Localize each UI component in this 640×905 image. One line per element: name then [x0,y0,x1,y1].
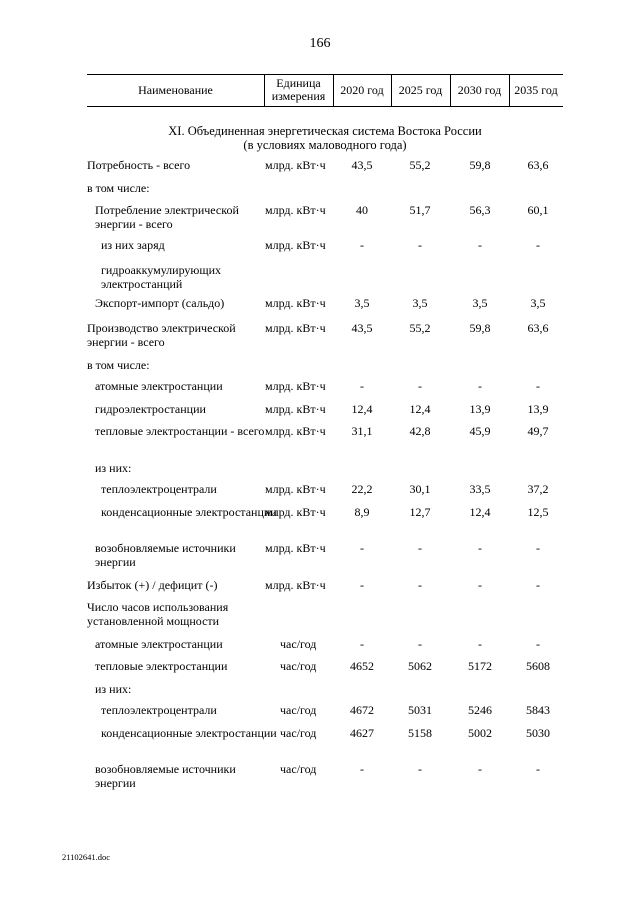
row-name: атомные электростанции [95,637,223,651]
row-value: 5246 [468,703,492,717]
row-unit: млрд. кВт·ч [265,424,326,438]
row-value: 59,8 [469,158,491,172]
row-value: - [360,578,364,592]
row-value: 5172 [468,659,492,673]
row-unit: млрд. кВт·ч [265,158,326,172]
row-value: - [478,762,482,776]
row-value: - [536,762,540,776]
header-year: 2030 год [457,82,502,97]
footer-filename: 21102641.doc [62,852,111,862]
row-value: 63,6 [527,321,549,335]
section-title [87,124,563,152]
row-name: возобновляемые источники энергии [95,762,236,790]
section-title-line: XI. Объединенная энергетическая система Востока России [168,124,482,138]
row-value: 22,2 [351,482,373,496]
row-value: 12,7 [409,505,431,519]
row-value: - [418,379,422,393]
row-unit: час/год [280,703,317,717]
row-value: 33,5 [469,482,491,496]
row-value: 45,9 [469,424,491,438]
row-unit: час/год [280,659,317,673]
row-value: 49,7 [527,424,549,438]
row-value: - [536,541,540,555]
row-name: тепловые электростанции [95,659,228,673]
row-value: 5031 [408,703,432,717]
row-name: Избыток (+) / дефицит (-) [87,578,218,592]
row-value: - [536,379,540,393]
row-value: - [478,578,482,592]
row-unit: час/год [280,726,317,740]
row-value: - [360,762,364,776]
row-name: в том числе: [87,358,150,372]
row-value: - [536,238,540,252]
row-value: 3,5 [354,296,370,310]
header-year: 2020 год [340,82,384,97]
row-value: 37,2 [527,482,549,496]
row-unit: млрд. кВт·ч [265,203,326,217]
row-value: 3,5 [530,296,546,310]
row-value: 12,4 [409,402,431,416]
row-name: атомные электростанции [95,379,223,393]
row-value: 42,8 [409,424,431,438]
row-value: 13,9 [527,402,549,416]
row-unit: час/год [280,762,317,776]
row-value: 40 [356,203,368,217]
row-value: 4672 [350,703,374,717]
row-value: - [418,541,422,555]
header-unit: Единица измерения [271,76,326,103]
row-value: 12,5 [527,505,549,519]
row-name: из них заряд [101,238,165,252]
row-value: - [360,238,364,252]
row-value: 59,8 [469,321,491,335]
row-value: 5608 [526,659,550,673]
row-value: 5062 [408,659,432,673]
row-name: Потребление электрической энергии - всего [95,203,239,231]
row-value: 3,5 [472,296,488,310]
row-value: - [418,637,422,651]
row-unit: млрд. кВт·ч [265,321,326,335]
row-name: Производство электрической энергии - всего [87,321,236,349]
row-unit: млрд. кВт·ч [265,482,326,496]
row-unit: млрд. кВт·ч [265,296,326,310]
row-value: 5158 [408,726,432,740]
row-value: 4627 [350,726,374,740]
row-value: - [536,578,540,592]
row-value: 12,4 [469,505,491,519]
row-value: - [360,379,364,393]
row-name: тепловые электростанции - всего [95,424,265,438]
row-value: 55,2 [409,158,431,172]
row-value: 5030 [526,726,550,740]
row-value: 12,4 [351,402,373,416]
row-unit: млрд. кВт·ч [265,402,326,416]
row-value: - [360,541,364,555]
row-name: в том числе: [87,181,150,195]
row-value: - [418,238,422,252]
row-value: - [478,541,482,555]
header-year: 2035 год [514,82,558,97]
row-value: - [418,762,422,776]
row-value: 30,1 [409,482,431,496]
row-name: Экспорт-импорт (сальдо) [95,296,225,310]
row-value: 13,9 [469,402,491,416]
row-value: - [536,637,540,651]
row-name: конденсационные электростанции [101,505,277,519]
row-name: теплоэлектроцентрали [101,482,217,496]
row-name: из них: [95,682,132,696]
row-value: 51,7 [409,203,431,217]
row-name: гидроэлектростанции [95,402,206,416]
row-value: 60,1 [527,203,549,217]
row-value: 8,9 [354,505,370,519]
row-value: - [360,637,364,651]
row-name: гидроаккумулирующих электростанций [101,263,222,291]
row-name: Потребность - всего [87,158,191,172]
row-value: - [478,637,482,651]
header-bottom-rule [87,106,563,107]
row-name: теплоэлектроцентрали [101,703,217,717]
row-value: 31,1 [351,424,373,438]
row-unit: млрд. кВт·ч [265,505,326,519]
row-unit: млрд. кВт·ч [265,379,326,393]
row-value: 3,5 [412,296,428,310]
header-year: 2025 год [398,82,443,97]
row-unit: час/год [280,637,317,651]
row-value: 43,5 [351,158,373,172]
row-name: возобновляемые источники энергии [95,541,236,569]
row-value: - [478,379,482,393]
row-value: 43,5 [351,321,373,335]
row-value: 55,2 [409,321,431,335]
header-name: Наименование [138,82,213,97]
row-value: - [478,238,482,252]
row-value: 5843 [526,703,550,717]
row-unit: млрд. кВт·ч [265,578,326,592]
row-unit: млрд. кВт·ч [265,238,326,252]
row-name: конденсационные электростанции [101,726,277,740]
row-value: 63,6 [527,158,549,172]
row-name: Число часов использования установленной мощности [87,600,229,628]
row-unit: млрд. кВт·ч [265,541,326,555]
page-number: 166 [309,36,331,51]
row-value: 5002 [468,726,492,740]
row-value: 4652 [350,659,374,673]
row-value: 56,3 [469,203,491,217]
row-value: - [418,578,422,592]
section-subtitle-line: (в условиях маловодного года) [243,138,407,152]
row-name: из них: [95,461,132,475]
